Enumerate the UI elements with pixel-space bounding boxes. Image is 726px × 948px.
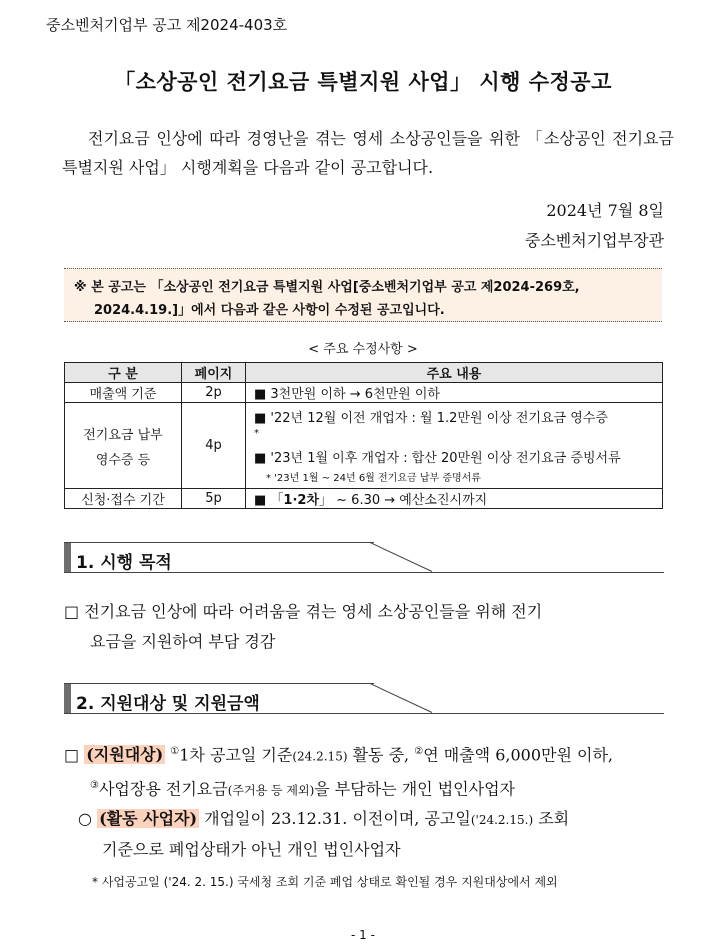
row1-content: ■ 3천만원 이하 → 6천만원 이하 [246,383,663,403]
header-category: 구 분 [65,363,182,383]
revision-note-line1: ※ 본 공고는 「소상공인 전기요금 특별지원 사업[중소벤처기업부 공고 제2024-269호, [74,280,580,295]
section1-text-line2: 요금을 지원하여 부담 경감 [90,632,276,651]
notice-number: 중소벤처기업부 공고 제2024-403호 [46,16,288,34]
header-page: 페이지 [182,363,246,383]
section2-heading-slant [370,683,434,713]
table-row [65,489,663,509]
page-number: - 1 - [351,928,375,942]
circled-one-icon: ① [170,746,180,757]
revision-note-line2: 2024.4.19.]」에서 다음과 같은 사항이 수정된 공고입니다. [94,303,445,318]
row3-page: 5p [182,489,246,509]
circled-three-icon: ③ [90,780,99,792]
active-line2: 기준으로 폐업상태가 아닌 개인 법인사업자 [102,840,401,859]
row2-content [246,403,663,489]
notice-date: 2024년 7월 8일 [546,201,664,220]
row3-category: 신청·접수 기간 [65,489,182,509]
table-row [65,383,663,403]
section2-footnote: * 사업공고일 ('24. 2. 15.) 국세청 조회 기준 폐업 상태로 확인될 경우 지원대상에서 제외 [92,875,558,889]
section2-heading [64,683,664,714]
section2-heading-label: 2. 지원대상 및 지원금액 [76,694,260,714]
row3-content-bold: 1·2차 [283,493,320,508]
circle-bullet-icon: ○ [78,809,92,828]
intro-text: 전기요금 인상에 따라 경영난을 겪는 영세 소상공인들을 위한 「소상공인 전기요금 특별지원 사업」 시행계획을 다음과 같이 공고합니다. [62,129,674,177]
section2-active [78,804,569,865]
active-part1-small: ('24.2.15.) [470,813,534,827]
target-part2: 활동 중, [347,745,415,765]
square-bullet-icon: □ [64,745,80,765]
row2-content-a: ■ '22년 12월 이전 개업자 : 월 1.2만원 이상 전기요금 영수증 [254,411,608,426]
section1-heading [64,542,664,573]
row2-page: 4p [182,403,246,489]
row2-category-line2: 영수증 등 [95,452,151,468]
page-title: 「소상공인 전기요금 특별지원 사업」 시행 수정공고 [114,70,612,94]
target-part4-small: (주거용 등 제외) [227,783,315,798]
target-part1-small: (24.2.15) [292,749,348,764]
row3-content-suffix: 」 ~ 6.30 → 예산소진시까지 [319,493,488,508]
active-label: (활동 사업자) [99,809,198,828]
section1-heading-label: 1. 시행 목적 [76,553,172,573]
table-row [65,403,663,489]
row1-page: 2p [182,383,246,403]
row1-category: 매출액 기준 [65,383,182,403]
target-part3: 연 매출액 6,000만원 이하, [423,745,613,765]
active-part1: 개업일이 23.12.31. 이전이며, 공고일 [199,809,471,828]
section2-target [64,737,613,806]
intro-paragraph [62,124,674,182]
target-part1: 1차 공고일 기준 [179,745,293,765]
target-part4: 사업장용 전기요금 [98,779,228,799]
section1-heading-slant [370,542,434,572]
section1-text-line1: 전기요금 인상에 따라 어려움을 겪는 영세 소상공인들을 위해 전기 [84,602,543,621]
target-label: (지원대상) [86,745,164,765]
row2-content-b-note: * '23년 1월 ~ 24년 6월 전기요금 납부 증명서류 [266,473,481,484]
row2-category-line1: 전기요금 납부 [83,427,163,443]
revision-table [64,362,663,509]
circled-two-icon: ② [414,746,424,757]
table-header-row [65,363,663,383]
target-part5: 을 부담하는 개인 법인사업자 [314,779,515,799]
active-part2: 조회 [533,809,570,828]
section1-body [64,597,542,657]
row3-content [246,489,663,509]
row2-category [65,403,182,489]
revision-note-box [64,268,662,322]
revision-table-caption: < 주요 수정사항 > [308,342,418,357]
issuer-name: 중소벤처기업부장관 [524,231,664,250]
row2-content-b: ■ '23년 1월 이후 개업자 : 합산 20만원 이상 전기요금 증빙서류 [254,451,621,466]
header-content: 주요 내용 [246,363,663,383]
row3-content-prefix: ■ 「 [254,493,284,508]
row2-content-a-cont: * [254,428,259,439]
square-bullet-icon: □ [64,602,80,621]
